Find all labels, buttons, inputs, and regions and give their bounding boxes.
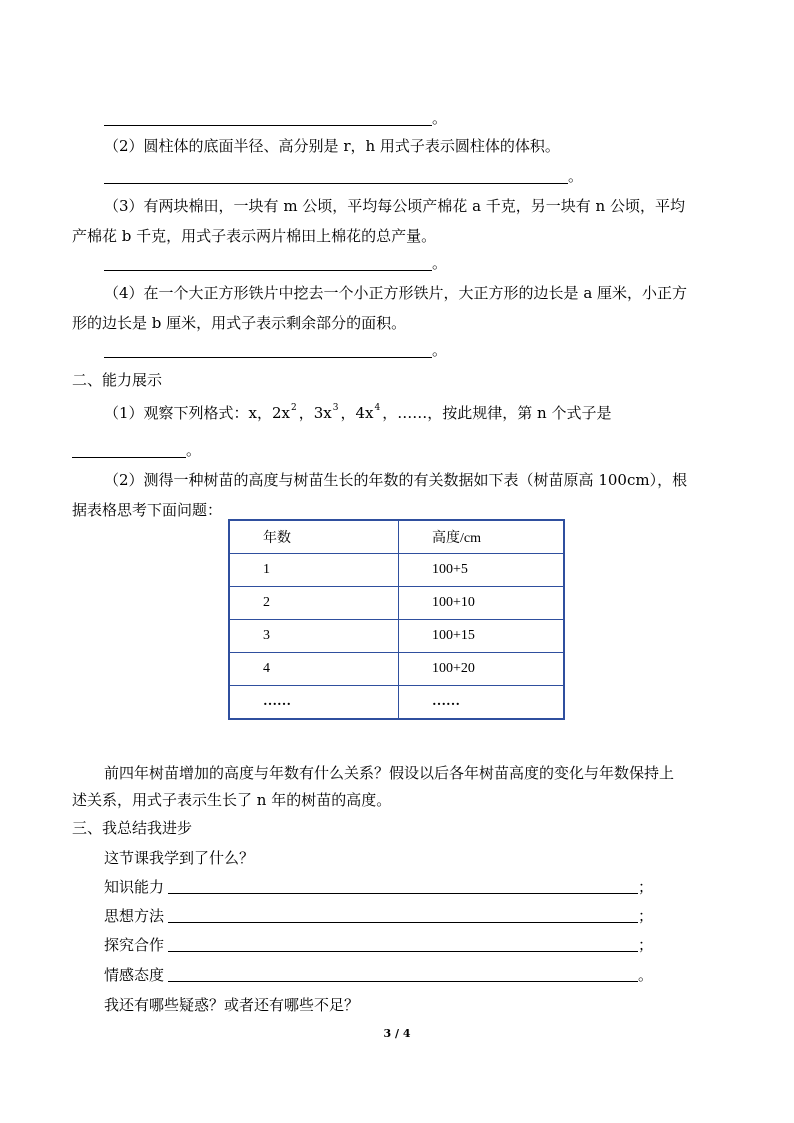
- table-cell: 100+10: [399, 587, 565, 620]
- summary-end: ；: [638, 878, 654, 896]
- question-line-1: 前四年树苗增加的高度与年数有什么关系？假设以后各年树苗高度的变化与年数保持上: [104, 764, 675, 782]
- exponent: 4: [374, 403, 381, 413]
- table-cell: ……: [399, 686, 565, 720]
- summary-blank-attitude[interactable]: [168, 981, 638, 982]
- table-cell: 100+20: [399, 653, 565, 686]
- item-3-line-1: （3）有两块棉田，一块有 m 公顷，平均每公顷产棉花 a 千克，另一块有 n 公顷，平均: [104, 197, 685, 215]
- item-4-line-2: 形的边长是 b 厘米，用式子表示剩余部分的面积。: [72, 314, 407, 332]
- summary-label-thinking: 思想方法: [104, 907, 165, 925]
- page-number: 3 / 4: [383, 1027, 411, 1040]
- answer-blank-3[interactable]: [104, 270, 432, 271]
- table-row: [229, 554, 564, 587]
- summary-label-knowledge: 知识能力: [104, 878, 165, 896]
- item-2-text: （2）圆柱体的底面半径、高分别是 r，h 用式子表示圆柱体的体积。: [104, 137, 560, 155]
- period: 。: [568, 167, 584, 185]
- exponent: 3: [332, 403, 339, 413]
- table-row: [229, 620, 564, 653]
- exponent: 2: [291, 403, 297, 413]
- period: 。: [432, 254, 448, 272]
- answer-blank-1[interactable]: [104, 125, 432, 126]
- section-2-title: 二、能力展示: [72, 371, 163, 389]
- table-row: [229, 653, 564, 686]
- ability-2-line-2: 据表格思考下面问题：: [72, 501, 223, 519]
- summary-blank-knowledge[interactable]: [168, 893, 638, 894]
- summary-prompt: 这节课我学到了什么？: [104, 849, 255, 867]
- table-cell: 1: [229, 554, 399, 587]
- period: 。: [432, 341, 448, 359]
- ability-1-sep: ，3x: [298, 404, 332, 422]
- table-header-height: 高度/cm: [399, 520, 565, 554]
- summary-blank-inquiry[interactable]: [168, 951, 638, 952]
- growth-table: [228, 519, 565, 720]
- answer-blank-5[interactable]: [72, 457, 186, 458]
- table-cell: 2: [229, 587, 399, 620]
- answer-blank-2[interactable]: [104, 183, 568, 184]
- table-cell: 100+5: [399, 554, 565, 587]
- table-cell: 3: [229, 620, 399, 653]
- table-header-years: 年数: [229, 520, 399, 554]
- summary-end: ；: [638, 936, 654, 954]
- table-cell: 100+15: [399, 620, 565, 653]
- answer-blank-4[interactable]: [104, 357, 432, 358]
- ability-1-suffix: ，……，按此规律，第 n 个式子是: [382, 404, 612, 422]
- period: 。: [186, 441, 202, 459]
- summary-blank-thinking[interactable]: [168, 922, 638, 923]
- question-line-2: 述关系，用式子表示生长了 n 年的树苗的高度。: [72, 791, 392, 809]
- ability-2-line-1: （2）测得一种树苗的高度与树苗生长的年数的有关数据如下表（树苗原高 100cm），根: [104, 471, 688, 489]
- item-4-line-1: （4）在一个大正方形铁片中挖去一个小正方形铁片，大正方形的边长是 a 厘米，小正方: [104, 284, 688, 302]
- item-3-line-2: 产棉花 b 千克，用式子表示两片棉田上棉花的总产量。: [72, 227, 437, 245]
- table-cell: ……: [229, 686, 399, 720]
- closing-question: 我还有哪些疑惑？或者还有哪些不足？: [104, 996, 360, 1014]
- table-row: [229, 587, 564, 620]
- ability-1-sep: ，4x: [340, 404, 374, 422]
- period: 。: [432, 109, 448, 127]
- summary-end: ；: [638, 907, 654, 925]
- summary-label-inquiry: 探究合作: [104, 936, 165, 954]
- ability-1-prefix: （1）观察下列格式：x，2x: [104, 404, 291, 422]
- table-cell: 4: [229, 653, 399, 686]
- table-header-row: [229, 520, 564, 554]
- section-3-title: 三、我总结我进步: [72, 819, 193, 837]
- summary-label-attitude: 情感态度: [104, 966, 165, 984]
- table-row: [229, 686, 564, 720]
- summary-end: 。: [638, 966, 654, 984]
- ability-1-text: [104, 403, 611, 426]
